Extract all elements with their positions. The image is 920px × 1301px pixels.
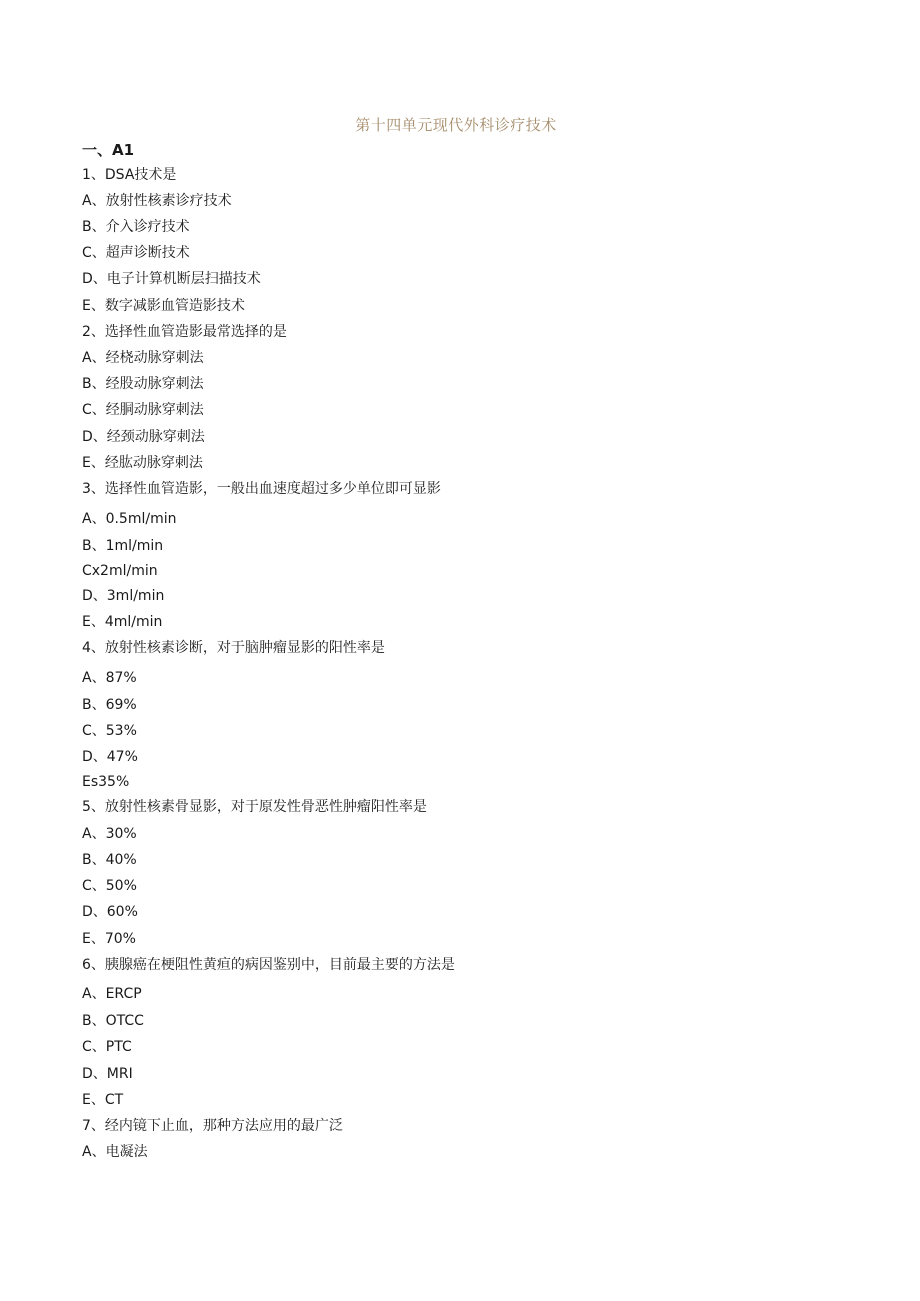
question-5: 5、放射性核素骨显影，对于原发性骨恶性肿瘤阳性率是: [82, 799, 427, 815]
option-line: A、放射性核素诊疗技术: [82, 193, 232, 209]
option-line: D、47%: [82, 749, 138, 765]
option-line: C、超声诊断技术: [82, 245, 190, 261]
option-line: E、70%: [82, 931, 136, 947]
option-line: B、69%: [82, 697, 137, 713]
option-line: D、MRI: [82, 1066, 133, 1082]
option-line: B、OTCC: [82, 1013, 144, 1029]
option-line: Es35%: [82, 774, 130, 790]
option-line: C、53%: [82, 723, 137, 739]
option-line: E、数字减影血管造影技术: [82, 298, 245, 314]
option-line: C、经胴动脉穿刺法: [82, 402, 204, 418]
question-7: 7、经内镜下止血，那种方法应用的最广泛: [82, 1118, 343, 1134]
option-line: C、PTC: [82, 1039, 132, 1055]
option-line: B、介入诊疗技术: [82, 219, 190, 235]
option-line: Cx2ml∕min: [82, 563, 158, 579]
page-title: 第十四单元现代外科诊疗技术: [355, 116, 557, 134]
option-line: B、40%: [82, 852, 137, 868]
option-line: A、经桡动脉穿刺法: [82, 350, 204, 366]
option-line: E、4ml∕min: [82, 614, 163, 630]
option-line: D、电子计算机断层扫描技术: [82, 271, 261, 287]
question-6: 6、胰腺癌在梗阻性黄疸的病因鉴别中，目前最主要的方法是: [82, 957, 455, 973]
option-line: A、ERCP: [82, 986, 142, 1002]
question-2: 2、选择性血管造影最常选择的是: [82, 324, 287, 340]
question-4: 4、放射性核素诊断，对于脑肿瘤显影的阳性率是: [82, 640, 385, 656]
option-line: A、30%: [82, 826, 137, 842]
option-line: E、经肱动脉穿刺法: [82, 455, 203, 471]
option-line: D、3ml∕min: [82, 588, 165, 604]
option-line: A、0.5ml∕min: [82, 511, 177, 527]
option-line: D、经颈动脉穿刺法: [82, 429, 205, 445]
option-line: E、CT: [82, 1092, 124, 1108]
option-line: A、87%: [82, 670, 137, 686]
option-line: B、经股动脉穿刺法: [82, 376, 204, 392]
option-line: D、60%: [82, 904, 138, 920]
question-1: 1、DSA技术是: [82, 167, 177, 183]
question-3: 3、选择性血管造影，一般出血速度超过多少单位即可显影: [82, 481, 441, 497]
section-heading: 一、A1: [82, 141, 135, 159]
option-line: B、1ml∕min: [82, 538, 164, 554]
option-line: A、电凝法: [82, 1144, 148, 1160]
option-line: C、50%: [82, 878, 137, 894]
